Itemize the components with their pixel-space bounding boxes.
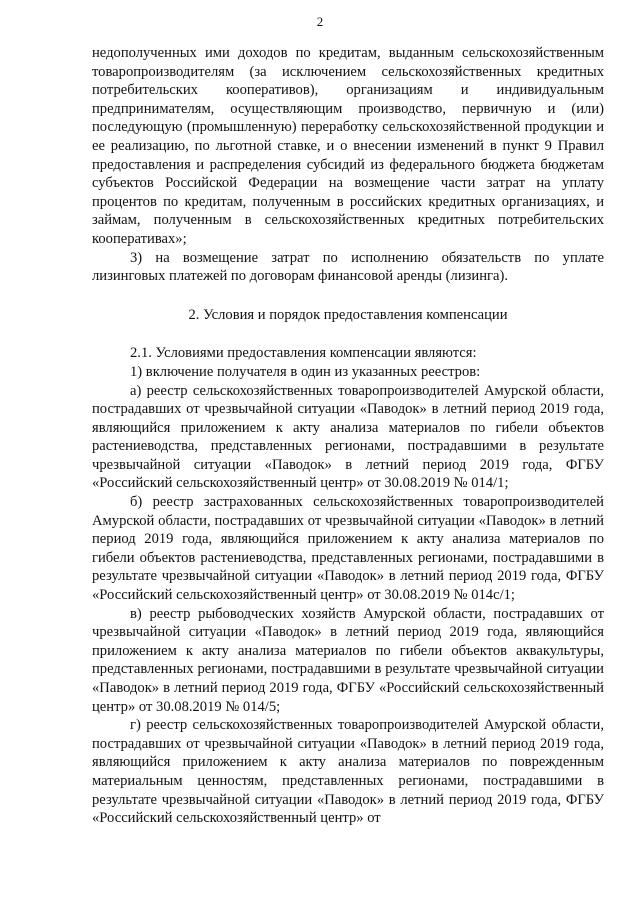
paragraph-registry-a: а) реестр сельскохозяйственных товаропроизводителей Амурской области, пострадавших от чрезвычайной ситуации «Паводок» в летний период 2019 года, являющийся приложением к акту анализа материалов по гибели объектов растениеводства, представленных регионами, пострадавшими в результате чрезвычайной ситуации «Паводок» в летний период 2019 года, ФГБУ «Российский сельскохозяйственный центр» от 30.08.2019 № 014/1; — [92, 382, 604, 492]
paragraph-registry-v: в) реестр рыбоводческих хозяйств Амурской области, пострадавших от чрезвычайной ситуации «Паводок» в летний период 2019 года, являющийся приложением к акту анализа материалов по гибели объектов аквакультуры, представленных регионами, пострадавшими в результате чрезвычайной ситуации «Паводок» в летний период 2019 года, ФГБУ «Российский сельскохозяйственный центр» от 30.08.2019 № 014/5; — [92, 605, 604, 715]
paragraph-registry-b: б) реестр застрахованных сельскохозяйственных товаропроизводителей Амурской области, пострадавших от чрезвычайной ситуации «Паводок» в летний период 2019 года, являющийся приложением к акту анализа материалов по гибели объектов растениеводства, представленных регионами, пострадавшими в результате чрезвычайной ситуации «Паводок» в летний период 2019 года, ФГБУ «Российский сельскохозяйственный центр» от 30.08.2019 № 014с/1; — [92, 494, 604, 604]
section-heading: 2. Условия и порядок предоставления компенсации — [188, 306, 508, 323]
paragraph-condition-1: 1) включение получателя в один из указанных реестров: — [130, 363, 481, 380]
paragraph-item-3: 3) на возмещение затрат по исполнению обязательств по уплате лизинговых платежей по договорам финансовой аренды (лизинга). — [92, 249, 604, 285]
paragraph-registry-g: г) реестр сельскохозяйственных товаропроизводителей Амурской области, пострадавших от чрезвычайной ситуации «Паводок» в летний период 2019 года, являющийся приложением к акту анализа материалов по поврежденным материальным ценностям, представленных регионами, пострадавшими в результате чрезвычайной ситуации «Паводок» в летний период 2019 года, ФГБУ «Российский сельскохозяйственный центр» от — [92, 717, 604, 827]
document-body — [92, 44, 604, 828]
paragraph-2-1: 2.1. Условиями предоставления компенсации являются: — [130, 345, 477, 362]
page-number: 2 — [316, 14, 324, 29]
paragraph-intro-continuation: недополученных ими доходов по кредитам, выданным сельскохозяйственным товаропроизводителям (за исключением сельскохозяйственных кредитных потребительских кооперативов), организациям и индивидуальным предпринимателям, осуществляющим производство, первичную и (или) последующую (промышленную) переработку сельскохозяйственной продукции и ее реализацию, по льготной ставке, и о внесении изменений в пункт 9 Правил предоставления и распределения субсидий из федерального бюджета бюджетам субъектов Российской Федерации на возмещение части затрат на уплату процентов по кредитам, полученным в российских кредитных организациях, и займам, полученным в сельскохозяйственных кредитных потребительских кооперативах»; — [92, 45, 604, 247]
